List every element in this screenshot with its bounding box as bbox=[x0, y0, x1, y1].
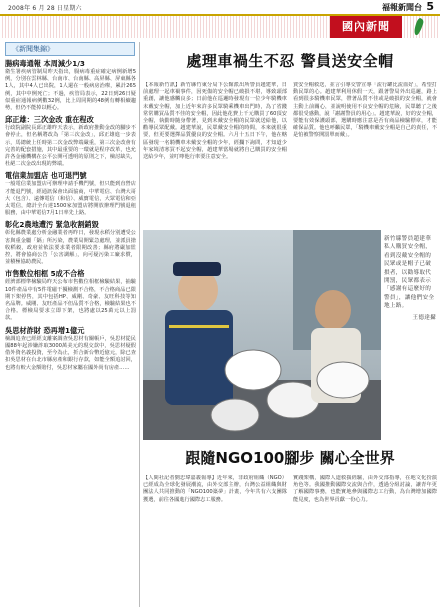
brief-body: 經濟部標準檢驗局昨天公布市售數位相框檢驗結果，抽驗10件產品中有5件電磁干擾檢測不合格，不合格商品已限期下架停售，其中包括HP、威剛、奇豪、友旺科技等知名品牌。威剛、友旺產品不但品質不合格，檢驗結果也不合格。標檢局要求立即下架，也將處以25萬元以上罰款。 bbox=[5, 279, 136, 322]
photo-caption bbox=[384, 235, 436, 435]
brief-body: 檢調追查已經經支離案調查吳思材有關帳戶，吳思材從民國88年起涉嫌詐取3000萬美元的現交款中，吳思材疑假借外資名義投資，至今為止，折合新台幣近億元，除已查扣吳思材在台北市縣房產和銀行存款，如能全額追討回，也將有較大金額賠付，吳思材家屬在國外尚有房產…… bbox=[5, 335, 136, 371]
caption-text: 新竹縣警員趙建華私人購買安全帽，看到沒戴安全帽的民眾或是帽子已破損者，以勸導取代開罰，民眾都表示「感謝有這麼好的警員」，讓他們安全地上路。 bbox=[384, 236, 435, 310]
column-divider bbox=[139, 42, 140, 607]
news-photo bbox=[143, 230, 381, 440]
article-body-column: 【本報新竹訊】新竹縣竹東分局下公館派出所警員趙建華，日前處理一起車禍事件，因死傷的安全帽已破損不堪，導致頭部重創，讓他感觸良多；日前他在巡邏時發現有一位少年騎機車未戴安全帽，加上近年來許多民眾騎乘機車出門時，為了省錢常常購買品質不佳的安全帽，因此他花費上千元購買了60頂安全帽，執勤時隨身帶著，見到未戴安全帽的民眾就送給他，以勸導民眾配戴。趙建華說，民眾戴安全帽的時間，本來就很重要，但更要選擇品質優良的安全帽。六月十五日下午，他在轄區發現一名騎機車未戴安全帽的少年，經攔下詢問，才知道少年家境清寒買不起安全帽，趙建華當場就將自己購買的安全帽送給少年，並叮嚀他行車要注意安全。 bbox=[143, 82, 287, 161]
issue-date: 2008年 6 月 28 日星期六 bbox=[8, 5, 82, 12]
page-number: 5 bbox=[426, 0, 434, 13]
brief-headline: 邱正雄：三次金改 重在程改 bbox=[5, 115, 94, 125]
brief-body: 行政院副院長邱正雄昨天表示，新政府推動金改的腳步不會停止，但名稱將改為「第三次金改」，邱正雄進一步表示，馬總統上任時第二次金改弊端嚴重，第三次金改會有完善的配套措施，其中最重要的一環就是程序改革，也允許各金融機構在公平公開可透明的原則之下，檢討缺失，杜絕二次金改出現的弊端。 bbox=[5, 125, 136, 168]
brief-headline: 電信業加盟店 也可退門號 bbox=[5, 171, 87, 181]
police-helmet-photo bbox=[143, 230, 381, 440]
brief-body: 一般電信業加盟店可辦理申請手機門號，但只能到直營店才能退門號，經通訊保會出面協商，中華電信、台灣大哥大（包含）、遠傳電信（和信）、威寶電信，大眾電信和亞太電信，總計全台達1500家加盟店將開放辦理門號退租服務，由中華電信7月1日率先上路。 bbox=[5, 181, 136, 217]
brief-headline: 市售數位相框 5成不合格 bbox=[5, 269, 85, 279]
news-briefs-banner: 《新聞集錦》 bbox=[5, 42, 135, 56]
brief-body: 彰化縣農業處分析金融業者再昨日，發現水稻分別遭受公害與重金屬「鎘」所污染，農業局開緊急處理，並派員搶收稻穀，政府並依法要求業者限期改善；縣府將嚴加監控，將會協商公告「公害調解」，向可疑污染工廠求償，並積極協助農民。 bbox=[5, 230, 136, 266]
page-header bbox=[0, 0, 440, 40]
article-body-column: 賈安全帽救送，並言引導交警宣導「流行罐比流血好」，希望打動民眾的心。趙建華利用休假一天，跟著警局外出巡邏，路上看到很多騎機車民眾，帶著品質不佳或是破損的安全帽，就會主動上前關心，並說明使用不良安全帽的危險，民眾聽了之後都很受感動，說「謝謝警員的用心」。趙建華說，好的安全帽，要能有效保護頭部，選購時應注意是否有商品檢驗標章，才能確保品質。他也呼籲民眾，「騎機車戴安全帽是自己的責任，不是怕被警察開罰單而戴」。 bbox=[293, 82, 437, 139]
news-briefs-column bbox=[5, 42, 136, 607]
article-body-column: 【人間社記者劉忠瑋嘉義報導】近年來，非政府組織（NGO）已經成為全球化發展潮流，由外交部主辦，台灣公益組織與財團法人共同推動的「NGO100築夢」計畫，今年共有六支團隊獲選，前往各國進行國際志工服務。 bbox=[143, 475, 287, 503]
brief-headline: 彰化2農地遭汚 緊急收割銷毀 bbox=[5, 220, 99, 230]
article-headline: 跟隨NGO100腳步 關心全世界 bbox=[185, 449, 395, 467]
brief-headline: 吳思材詐財 恐再增1億元 bbox=[5, 325, 85, 335]
article-headline: 處理車禍生不忍 警員送安全帽 bbox=[186, 52, 394, 70]
photo-credit: 王德達攝 bbox=[412, 314, 436, 321]
publication-name: 福報新聞台 bbox=[382, 3, 422, 12]
main-articles bbox=[143, 40, 437, 607]
brief-headline: 腸病毒通報 本周減少1/3 bbox=[5, 59, 85, 68]
taiwan-map-icon bbox=[404, 17, 432, 37]
section-title: 國內新聞 bbox=[330, 16, 402, 38]
brief-body: 衛生署疾病管制局昨天指出，腸病毒重症確定病例新增5例，分別在雲林縣、台南市、台南縣、高屏縣、屏東縣各1人，其中4人已出院，1人還在一般病房治療，累計265例，其中中例死亡；不過，疾管局表示，22日到26日疑似重症通報病例數32例，比上周同期的48例有轉相續趨勢，但仍不能掉以輕心。 bbox=[5, 69, 136, 112]
article-body-column: 實踐架構，國際人道救援經驗，由外交部指導，在地文化扮演角色等。我國推動國際交流與合作，透過分組討論，讓青年更了解國際事務，也能實地參與國際志工行動，為台灣增加國際能見度，也為世界貢獻一份心力。 bbox=[293, 475, 437, 503]
